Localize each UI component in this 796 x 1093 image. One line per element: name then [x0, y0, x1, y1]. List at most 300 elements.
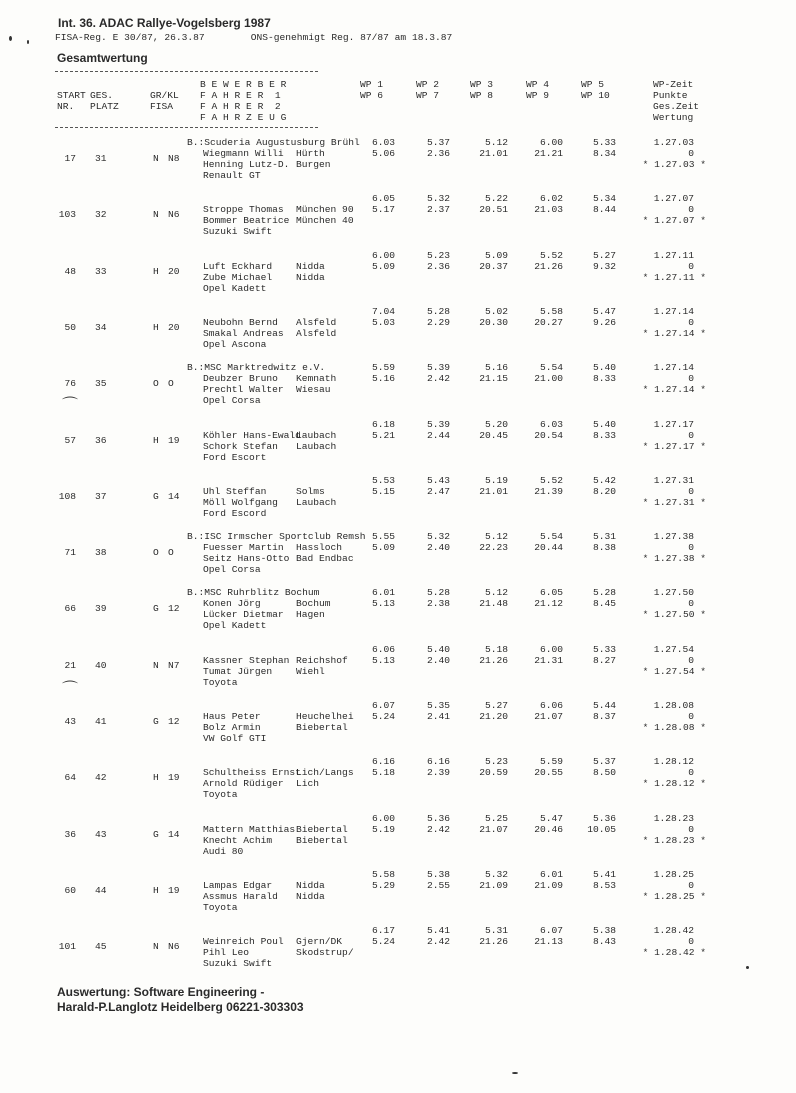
- start-number: 101: [58, 941, 76, 953]
- wp4-time: 5.58: [539, 305, 563, 317]
- wp4-time: 6.01: [539, 868, 563, 880]
- driver-1: Stroppe Thomas: [203, 204, 284, 216]
- scan-speck: [9, 36, 12, 41]
- driver-1-town: Kemnath: [296, 373, 337, 385]
- col-ges-platz: GES. PLATZ: [90, 90, 119, 112]
- driver-2: Henning Lutz-D.: [203, 159, 290, 170]
- wp3-time: 5.22: [484, 193, 508, 205]
- wp2-time: 5.28: [426, 587, 450, 599]
- driver-1: Weinreich Poul: [203, 936, 284, 948]
- wp-zeit: 1.28.42: [653, 925, 694, 937]
- driver-1: Kassner Stephan: [203, 654, 290, 666]
- overall-place: 40: [95, 659, 107, 671]
- wp5-time: 5.44: [592, 700, 616, 711]
- result-entry: [0, 925, 796, 981]
- wp6-time: 5.09: [371, 542, 395, 554]
- wp10-time: 8.45: [592, 598, 616, 610]
- wp8-time: 21.20: [479, 711, 508, 722]
- driver-1-town: München 90: [296, 204, 354, 216]
- wp1-time: 6.00: [371, 249, 395, 261]
- driver-1-town: Heuchelhei: [296, 711, 354, 722]
- col-wp5: WP 5 WP 10: [581, 79, 610, 101]
- start-number: 17: [64, 153, 76, 164]
- driver-2-town: Laubach: [296, 440, 337, 452]
- footer: [57, 985, 304, 1015]
- vehicle: Toyota: [203, 901, 238, 913]
- driver-1: Köhler Hans-Ewald: [203, 429, 301, 441]
- start-number: 64: [64, 772, 76, 784]
- driver-1-town: Lich/Langs: [296, 767, 354, 779]
- punkte: 0: [688, 598, 694, 610]
- result-entry: [0, 700, 796, 756]
- wp8-time: 21.01: [479, 148, 508, 159]
- wp4-time: 5.52: [539, 249, 563, 261]
- footer-line-2: Harald-P.Langlotz Heidelberg 06221-303303: [57, 1000, 304, 1014]
- wp3-time: 5.09: [484, 249, 508, 261]
- wp8-time: 20.37: [479, 260, 508, 272]
- wp2-time: 5.39: [426, 362, 450, 374]
- driver-1: Fuesser Martin: [203, 542, 284, 554]
- driver-2: Zube Michael: [203, 271, 273, 283]
- overall-place: 31: [95, 153, 107, 164]
- wp4-time: 5.54: [539, 362, 563, 374]
- wp2-time: 5.35: [426, 700, 450, 711]
- class: 20: [168, 321, 180, 333]
- start-number: 21: [64, 659, 76, 671]
- wp10-time: 9.26: [592, 316, 616, 328]
- wp8-time: 21.01: [479, 485, 508, 497]
- wp10-time: 8.37: [592, 711, 616, 722]
- wp2-time: 5.28: [426, 305, 450, 317]
- overall-place: 42: [95, 772, 107, 784]
- start-number: 50: [64, 321, 76, 333]
- wp9-time: 20.54: [534, 429, 563, 441]
- wp1-time: 5.58: [371, 868, 395, 880]
- driver-1-town: Nidda: [296, 879, 325, 891]
- punkte: 0: [688, 879, 694, 891]
- wp7-time: 2.40: [426, 654, 450, 666]
- wp4-time: 6.02: [539, 193, 563, 205]
- wp9-time: 21.12: [534, 598, 563, 610]
- wp-zeit: 1.27.03: [653, 137, 694, 148]
- driver-1-town: Biebertal: [296, 823, 348, 835]
- wp7-time: 2.36: [426, 260, 450, 272]
- overall-place: 39: [95, 603, 107, 615]
- gesamt-zeit: * 1.27.17 *: [642, 440, 706, 452]
- wp6-time: 5.29: [371, 879, 395, 891]
- pencil-mark-icon: ⌒: [62, 679, 79, 698]
- driver-2-town: Nidda: [296, 890, 325, 902]
- wp-zeit: 1.28.25: [653, 868, 694, 880]
- punkte: 0: [688, 823, 694, 835]
- wp1-time: 6.05: [371, 193, 395, 205]
- scan-speck: [746, 966, 749, 969]
- wp5-time: 5.34: [592, 193, 616, 205]
- wp7-time: 2.55: [426, 879, 450, 891]
- driver-2: Lücker Dietmar: [203, 609, 284, 621]
- vehicle: Ford Escort: [203, 451, 267, 463]
- driver-1: Uhl Steffan: [203, 485, 267, 497]
- wp3-time: 5.19: [484, 474, 508, 486]
- wp4-time: 5.47: [539, 812, 563, 824]
- footer-line-1: Auswertung: Software Engineering -: [57, 985, 265, 999]
- gesamt-zeit: * 1.27.11 *: [642, 271, 706, 283]
- wp5-time: 5.38: [592, 925, 616, 937]
- wp10-time: 8.33: [592, 429, 616, 441]
- vehicle: Opel Kadett: [203, 282, 267, 294]
- vehicle: Audi 80: [203, 845, 244, 857]
- punkte: 0: [688, 429, 694, 441]
- driver-1-town: Laubach: [296, 429, 337, 441]
- wp7-time: 2.41: [426, 711, 450, 722]
- wp8-time: 21.48: [479, 598, 508, 610]
- wp10-time: 9.32: [592, 260, 616, 272]
- driver-1: Konen Jörg: [203, 598, 261, 610]
- wp7-time: 2.47: [426, 485, 450, 497]
- wp6-time: 5.03: [371, 316, 395, 328]
- wp2-time: 5.38: [426, 868, 450, 880]
- wp-zeit: 1.27.50: [653, 587, 694, 599]
- wp7-time: 2.40: [426, 542, 450, 554]
- overall-place: 34: [95, 321, 107, 333]
- wp7-time: 2.42: [426, 373, 450, 385]
- driver-2-town: München 40: [296, 215, 354, 227]
- wp10-time: 8.53: [592, 879, 616, 891]
- col-bewerber: B E W E R B E R F A H R E R 1 F A H R E R 2 F A H R Z E U G: [200, 79, 287, 123]
- driver-2-town: Wiehl: [296, 665, 325, 677]
- overall-place: 43: [95, 828, 107, 840]
- wp5-time: 5.36: [592, 812, 616, 824]
- class: N6: [168, 941, 180, 953]
- class: N7: [168, 659, 180, 671]
- wp5-time: 5.28: [592, 587, 616, 599]
- wp10-time: 8.43: [592, 936, 616, 948]
- group: H: [153, 884, 159, 896]
- wp-zeit: 1.27.11: [653, 249, 694, 261]
- group: G: [153, 603, 159, 615]
- punkte: 0: [688, 654, 694, 666]
- wp7-time: 2.37: [426, 204, 450, 216]
- punkte: 0: [688, 711, 694, 722]
- wp3-time: 5.12: [484, 587, 508, 599]
- driver-1: Luft Eckhard: [203, 260, 273, 272]
- wp-zeit: 1.27.31: [653, 474, 694, 486]
- punkte: 0: [688, 542, 694, 554]
- driver-1-town: Bochum: [296, 598, 331, 610]
- wp-zeit: 1.27.54: [653, 643, 694, 655]
- punkte: 0: [688, 936, 694, 948]
- wp7-time: 2.29: [426, 316, 450, 328]
- wp2-time: 5.36: [426, 812, 450, 824]
- wp4-time: 6.00: [539, 643, 563, 655]
- result-entry: [0, 362, 796, 418]
- wp4-time: 6.07: [539, 925, 563, 937]
- wp1-time: 6.17: [371, 925, 395, 937]
- group: H: [153, 265, 159, 277]
- start-number: 103: [58, 209, 76, 221]
- punkte: 0: [688, 485, 694, 497]
- wp8-time: 21.15: [479, 373, 508, 385]
- vehicle: Toyota: [203, 676, 238, 688]
- wp1-time: 6.01: [371, 587, 395, 599]
- wp9-time: 21.26: [534, 260, 563, 272]
- overall-place: 32: [95, 209, 107, 221]
- start-number: 66: [64, 603, 76, 615]
- wp-zeit: 1.27.17: [653, 418, 694, 430]
- wp4-time: 6.00: [539, 137, 563, 148]
- wp9-time: 21.03: [534, 204, 563, 216]
- wp4-time: 6.05: [539, 587, 563, 599]
- col-gr-kl: GR/KL FISA: [150, 90, 179, 112]
- wp9-time: 21.07: [534, 711, 563, 722]
- result-entry: [0, 137, 796, 193]
- document-title: Int. 36. ADAC Rallye-Vogelsberg 1987: [58, 16, 271, 30]
- result-entry: [0, 813, 796, 869]
- gesamt-zeit: * 1.28.12 *: [642, 778, 706, 790]
- wp5-time: 5.33: [592, 643, 616, 655]
- driver-1-town: Alsfeld: [296, 316, 337, 328]
- wp6-time: 5.13: [371, 654, 395, 666]
- col-wp3: WP 3 WP 8: [470, 79, 494, 101]
- driver-2: Seitz Hans-Otto: [203, 553, 290, 565]
- driver-2: Bommer Beatrice: [203, 215, 290, 227]
- wp9-time: 20.55: [534, 767, 563, 779]
- driver-2: Knecht Achim: [203, 834, 273, 846]
- gesamt-zeit: * 1.28.23 *: [642, 834, 706, 846]
- driver-1: Schultheiss Ernst: [203, 767, 301, 779]
- wp10-time: 8.27: [592, 654, 616, 666]
- overall-place: 44: [95, 884, 107, 896]
- wp1-time: 6.06: [371, 643, 395, 655]
- wp4-time: 5.52: [539, 474, 563, 486]
- group: G: [153, 490, 159, 502]
- wp6-time: 5.24: [371, 711, 395, 722]
- wp-zeit: 1.28.12: [653, 756, 694, 768]
- driver-1-town: Reichshof: [296, 654, 348, 666]
- overall-place: 38: [95, 547, 107, 559]
- start-number: 60: [64, 884, 76, 896]
- header-rule-bottom: [55, 127, 318, 128]
- wp4-time: 5.59: [539, 756, 563, 768]
- wp-zeit: 1.28.08: [653, 700, 694, 711]
- bewerber: B.:MSC Ruhrblitz Bochum: [187, 587, 320, 599]
- wp2-time: 5.23: [426, 249, 450, 261]
- wp2-time: 6.16: [426, 756, 450, 768]
- gesamt-zeit: * 1.27.14 *: [642, 384, 706, 396]
- class: 12: [168, 716, 180, 727]
- wp5-time: 5.31: [592, 531, 616, 543]
- wp3-time: 5.12: [484, 531, 508, 543]
- wp10-time: 8.34: [592, 148, 616, 159]
- driver-2-town: Wiesau: [296, 384, 331, 396]
- wp9-time: 20.46: [534, 823, 563, 835]
- punkte: 0: [688, 373, 694, 385]
- vehicle: Suzuki Swift: [203, 958, 273, 970]
- wp10-time: 8.44: [592, 204, 616, 216]
- vehicle: Toyota: [203, 789, 238, 801]
- vehicle: Opel Ascona: [203, 338, 267, 350]
- gesamt-zeit: * 1.27.14 *: [642, 327, 706, 339]
- overall-place: 41: [95, 716, 107, 727]
- result-entry: [0, 306, 796, 362]
- wp1-time: 6.07: [371, 700, 395, 711]
- start-number: 48: [64, 265, 76, 277]
- driver-2: Schork Stefan: [203, 440, 278, 452]
- driver-1: Wiegmann Willi: [203, 148, 284, 159]
- vehicle: Suzuki Swift: [203, 226, 273, 238]
- wp7-time: 2.36: [426, 148, 450, 159]
- wp1-time: 5.53: [371, 474, 395, 486]
- wp8-time: 20.45: [479, 429, 508, 441]
- wp3-time: 5.27: [484, 700, 508, 711]
- wp6-time: 5.13: [371, 598, 395, 610]
- wp9-time: 21.13: [534, 936, 563, 948]
- class: 19: [168, 434, 180, 446]
- driver-2-town: Alsfeld: [296, 327, 337, 339]
- wp-zeit: 1.27.14: [653, 305, 694, 317]
- vehicle: VW Golf GTI: [203, 733, 267, 744]
- wp3-time: 5.18: [484, 643, 508, 655]
- class: 14: [168, 490, 180, 502]
- class: O: [168, 547, 174, 559]
- group: H: [153, 434, 159, 446]
- wp10-time: 8.50: [592, 767, 616, 779]
- driver-2: Pihl Leo: [203, 947, 250, 959]
- group: G: [153, 828, 159, 840]
- wp1-time: 7.04: [371, 305, 395, 317]
- wp9-time: 21.00: [534, 373, 563, 385]
- vehicle: Opel Corsa: [203, 395, 261, 407]
- group: G: [153, 716, 159, 727]
- result-entry: [0, 250, 796, 306]
- start-number: 76: [64, 378, 76, 390]
- wp3-time: 5.25: [484, 812, 508, 824]
- bewerber: B.:Scuderia Augustusburg Brühl: [187, 137, 360, 148]
- wp5-time: 5.33: [592, 137, 616, 148]
- group: O: [153, 378, 159, 390]
- driver-2-town: Burgen: [296, 159, 331, 170]
- overall-place: 36: [95, 434, 107, 446]
- scan-speck: [27, 40, 29, 44]
- header-rule-top: [55, 71, 318, 72]
- result-entry: [0, 756, 796, 812]
- wp2-time: 5.40: [426, 643, 450, 655]
- driver-2-town: Biebertal: [296, 722, 348, 733]
- wp7-time: 2.44: [426, 429, 450, 441]
- wp6-time: 5.16: [371, 373, 395, 385]
- gesamt-zeit: * 1.27.31 *: [642, 496, 706, 508]
- driver-1: Mattern Matthias: [203, 823, 296, 835]
- document-subtitle: FISA-Reg. E 30/87, 26.3.87 ONS-genehmigt Reg. 87/87 am 18.3.87: [55, 32, 453, 43]
- wp8-time: 20.51: [479, 204, 508, 216]
- driver-2: Bolz Armin: [203, 722, 261, 733]
- bewerber: B.:MSC Marktredwitz e.V.: [187, 362, 326, 374]
- col-wp-zeit: WP-Zeit Punkte Ges.Zeit Wertung: [653, 79, 700, 123]
- vehicle: Opel Kadett: [203, 620, 267, 632]
- wp9-time: 21.09: [534, 879, 563, 891]
- driver-2: Tumat Jürgen: [203, 665, 273, 677]
- wp4-time: 6.03: [539, 418, 563, 430]
- start-number: 71: [64, 547, 76, 559]
- col-wp1: WP 1 WP 6: [360, 79, 384, 101]
- start-number: 43: [64, 716, 76, 727]
- wp6-time: 5.19: [371, 823, 395, 835]
- wp6-time: 5.18: [371, 767, 395, 779]
- wp3-time: 5.12: [484, 137, 508, 148]
- group: N: [153, 659, 159, 671]
- gesamt-zeit: * 1.28.42 *: [642, 947, 706, 959]
- driver-1-town: Gjern/DK: [296, 936, 343, 948]
- class: 19: [168, 772, 180, 784]
- wp9-time: 21.31: [534, 654, 563, 666]
- wp5-time: 5.27: [592, 249, 616, 261]
- driver-2: Prechtl Walter: [203, 384, 284, 396]
- wp1-time: 6.03: [371, 137, 395, 148]
- driver-1-town: Hürth: [296, 148, 325, 159]
- gesamt-zeit: * 1.27.54 *: [642, 665, 706, 677]
- wp6-time: 5.17: [371, 204, 395, 216]
- wp6-time: 5.09: [371, 260, 395, 272]
- driver-1: Deubzer Bruno: [203, 373, 278, 385]
- class: O: [168, 378, 174, 390]
- wp1-time: 5.59: [371, 362, 395, 374]
- pencil-mark-icon: ⌒: [62, 395, 79, 414]
- wp8-time: 21.07: [479, 823, 508, 835]
- wp2-time: 5.43: [426, 474, 450, 486]
- class: 20: [168, 265, 180, 277]
- col-wp4: WP 4 WP 9: [526, 79, 550, 101]
- wp10-time: 8.38: [592, 542, 616, 554]
- punkte: 0: [688, 148, 694, 159]
- driver-2-town: Nidda: [296, 271, 325, 283]
- start-number: 108: [58, 490, 76, 502]
- group: H: [153, 772, 159, 784]
- wp8-time: 21.26: [479, 654, 508, 666]
- class: N8: [168, 153, 180, 164]
- bewerber: B.:ISC Irmscher Sportclub Remsh: [187, 531, 366, 543]
- wp3-time: 5.16: [484, 362, 508, 374]
- wp1-time: 6.16: [371, 756, 395, 768]
- class: 14: [168, 828, 180, 840]
- class: 12: [168, 603, 180, 615]
- wp8-time: 20.30: [479, 316, 508, 328]
- driver-2: Smakal Andreas: [203, 327, 284, 339]
- driver-1: Haus Peter: [203, 711, 261, 722]
- wp8-time: 21.09: [479, 879, 508, 891]
- group: N: [153, 941, 159, 953]
- gesamt-zeit: * 1.27.38 *: [642, 553, 706, 565]
- group: O: [153, 547, 159, 559]
- overall-place: 33: [95, 265, 107, 277]
- group: N: [153, 153, 159, 164]
- driver-2: Assmus Harald: [203, 890, 278, 902]
- driver-2-town: Lich: [296, 778, 320, 790]
- wp9-time: 20.44: [534, 542, 563, 554]
- gesamt-zeit: * 1.27.03 *: [642, 159, 706, 170]
- result-entry: [0, 475, 796, 531]
- wp3-time: 5.32: [484, 868, 508, 880]
- wp4-time: 5.54: [539, 531, 563, 543]
- wp-zeit: 1.27.07: [653, 193, 694, 205]
- driver-2-town: Bad Endbac: [296, 553, 354, 565]
- result-entry: [0, 531, 796, 587]
- result-entry: [0, 193, 796, 249]
- wp6-time: 5.21: [371, 429, 395, 441]
- gesamt-zeit: * 1.28.08 *: [642, 722, 706, 733]
- wp1-time: 6.18: [371, 418, 395, 430]
- wp7-time: 2.39: [426, 767, 450, 779]
- driver-2: Möll Wolfgang: [203, 496, 278, 508]
